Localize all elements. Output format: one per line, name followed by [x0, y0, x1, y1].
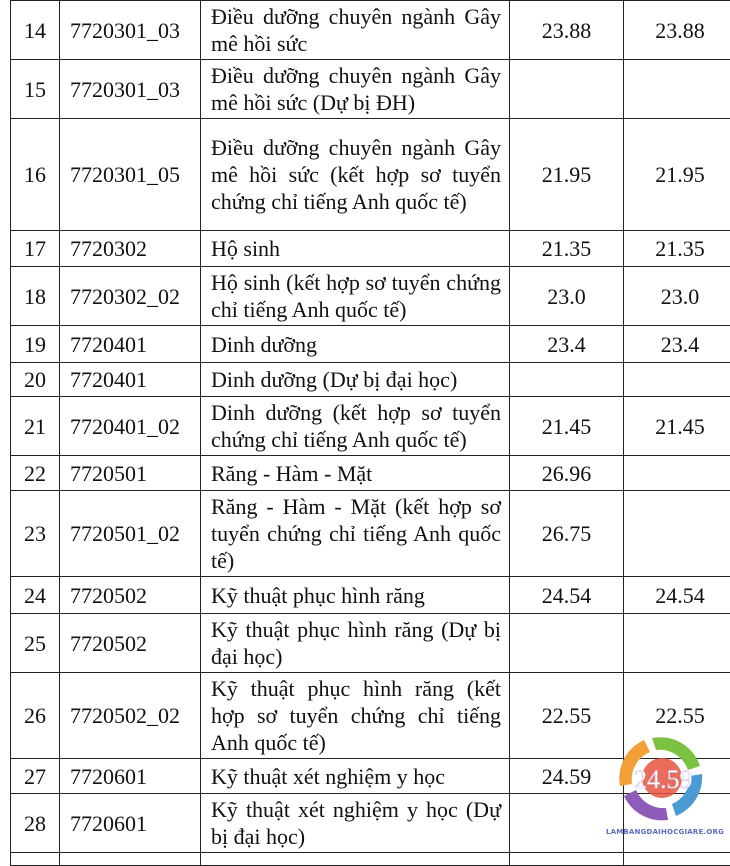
score-1-cell: 24.54	[510, 577, 624, 614]
row-number-cell: 22	[11, 456, 60, 491]
score-1-cell	[510, 363, 624, 397]
score-1-cell: 22.55	[510, 673, 624, 759]
major-code-cell: 7720302	[60, 231, 201, 267]
watermark-site-text: LAMBANGDAIHOCGIARE.ORG	[600, 828, 730, 836]
major-name-cell: Kỹ thuật phục hình răng	[201, 577, 510, 614]
score-1-cell	[510, 60, 624, 119]
site-watermark	[600, 722, 730, 850]
major-name-cell: Kỹ thuật xét nghiệm y học	[201, 759, 510, 794]
empty-cell	[510, 853, 624, 866]
major-name-cell: Dinh dưỡng (kết hợp sơ tuyển chứng chỉ tiếng Anh quốc tế)	[201, 397, 510, 456]
row-number-cell: 16	[11, 119, 60, 231]
table-row	[11, 456, 730, 491]
major-name-cell: Kỹ thuật phục hình răng (Dự bị đại học)	[201, 614, 510, 673]
row-number-cell: 28	[11, 794, 60, 853]
score-1-cell: 21.45	[510, 397, 624, 456]
major-name-cell: Điều dưỡng chuyên ngành Gây mê hồi sức (Dự bị ĐH)	[201, 60, 510, 119]
row-number-cell: 14	[11, 1, 60, 60]
major-code-cell: 7720502_02	[60, 673, 201, 759]
score-2-cell: 22.55	[624, 673, 730, 759]
table-row	[11, 614, 730, 673]
score-1-cell: 26.96	[510, 456, 624, 491]
major-name-cell: Dinh dưỡng	[201, 326, 510, 363]
major-name-cell: Kỹ thuật phục hình răng (kết hợp sơ tuyển chứng chỉ tiếng Anh quốc tế)	[201, 673, 510, 759]
table-row	[11, 363, 730, 397]
table-row	[11, 267, 730, 326]
empty-cell	[60, 853, 201, 866]
major-code-cell: 7720501	[60, 456, 201, 491]
table-row-cutoff	[11, 853, 730, 866]
major-code-cell: 7720301_03	[60, 60, 201, 119]
score-2-cell: 21.35	[624, 231, 730, 267]
table-row	[11, 231, 730, 267]
score-1-cell: 21.95	[510, 119, 624, 231]
empty-cell	[624, 853, 730, 866]
row-number-cell: 21	[11, 397, 60, 456]
table-row	[11, 577, 730, 614]
score-2-cell: 23.0	[624, 267, 730, 326]
row-number-cell: 27	[11, 759, 60, 794]
major-name-cell: Dinh dưỡng (Dự bị đại học)	[201, 363, 510, 397]
score-2-cell	[624, 456, 730, 491]
row-number-cell: 24	[11, 577, 60, 614]
row-number-cell: 25	[11, 614, 60, 673]
major-name-cell: Răng - Hàm - Mặt	[201, 456, 510, 491]
score-1-cell: 23.0	[510, 267, 624, 326]
row-number-cell: 17	[11, 231, 60, 267]
major-code-cell: 7720401	[60, 363, 201, 397]
empty-cell	[201, 853, 510, 866]
table-row	[11, 1, 730, 60]
score-2-cell: 23.4	[624, 326, 730, 363]
score-1-cell: 26.75	[510, 491, 624, 577]
score-2-cell: 21.95	[624, 119, 730, 231]
row-number-cell: 15	[11, 60, 60, 119]
major-code-cell: 7720401_02	[60, 397, 201, 456]
table-row	[11, 491, 730, 577]
major-name-cell: Răng - Hàm - Mặt (kết hợp sơ tuyển chứng chỉ tiếng Anh quốc tế)	[201, 491, 510, 577]
row-number-cell: 23	[11, 491, 60, 577]
score-2-cell	[624, 60, 730, 119]
score-2-cell: 24.54	[624, 577, 730, 614]
major-code-cell: 7720502	[60, 577, 201, 614]
table-row	[11, 397, 730, 456]
row-number-cell: 19	[11, 326, 60, 363]
score-2-cell	[624, 491, 730, 577]
watermark-score: 24.59	[634, 765, 693, 794]
table-row	[11, 119, 730, 231]
score-2-cell: 23.88	[624, 1, 730, 60]
major-code-cell: 7720401	[60, 326, 201, 363]
row-number-cell: 26	[11, 673, 60, 759]
major-name-cell: Điều dưỡng chuyên ngành Gây mê hồi sức (kết hợp sơ tuyển chứng chỉ tiếng Anh quốc tế)	[201, 119, 510, 231]
table-row	[11, 60, 730, 119]
major-name-cell: Điều dưỡng chuyên ngành Gây mê hồi sức	[201, 1, 510, 60]
score-2-cell: 21.45	[624, 397, 730, 456]
score-1-cell: 23.88	[510, 1, 624, 60]
major-code-cell: 7720502	[60, 614, 201, 673]
major-name-cell: Hộ sinh	[201, 231, 510, 267]
major-code-cell: 7720301_05	[60, 119, 201, 231]
score-1-cell: 24.59	[510, 759, 624, 794]
major-code-cell: 7720302_02	[60, 267, 201, 326]
major-name-cell: Hộ sinh (kết hợp sơ tuyển chứng chỉ tiếng Anh quốc tế)	[201, 267, 510, 326]
empty-cell	[11, 853, 60, 866]
row-number-cell: 20	[11, 363, 60, 397]
major-name-cell: Kỹ thuật xét nghiệm y học (Dự bị đại học)	[201, 794, 510, 853]
table-row	[11, 326, 730, 363]
major-code-cell: 7720501_02	[60, 491, 201, 577]
major-code-cell: 7720601	[60, 759, 201, 794]
score-2-cell	[624, 614, 730, 673]
score-2-cell	[624, 363, 730, 397]
watermark-logo-icon	[600, 722, 730, 828]
row-number-cell: 18	[11, 267, 60, 326]
major-code-cell: 7720301_03	[60, 1, 201, 60]
score-1-cell: 23.4	[510, 326, 624, 363]
score-1-cell	[510, 614, 624, 673]
major-code-cell: 7720601	[60, 794, 201, 853]
score-1-cell: 21.35	[510, 231, 624, 267]
